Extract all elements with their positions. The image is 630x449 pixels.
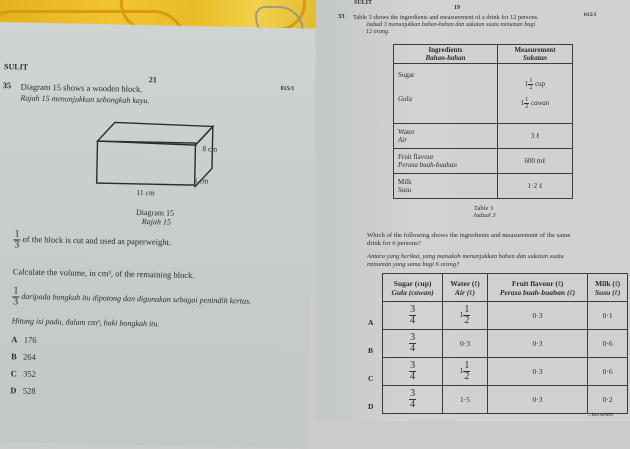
page-number: 21	[148, 75, 157, 85]
header-water: Water (ℓ) Air (ℓ)	[443, 274, 488, 302]
table-row	[394, 64, 573, 124]
water-cell: 1·5	[443, 386, 488, 414]
table-row	[394, 174, 573, 199]
measurement-water: 3 ℓ	[498, 124, 573, 149]
fraction-statement-ms: $\frac{1}{3}$ daripada bongkah itu dipotong dan digunakan sebagai penindih kertas.	[13, 285, 252, 308]
table-3	[393, 44, 573, 199]
depth-label: 6 cm	[193, 176, 209, 186]
option-letter-b[interactable]: B	[368, 346, 374, 355]
milk-cell: 0·6	[588, 330, 628, 358]
measurement-fruit-flavour: 600 mℓ	[498, 149, 573, 174]
sulit-label: SULIT	[3, 62, 29, 72]
water-cell: 0·3	[443, 330, 488, 358]
option-letter-d[interactable]: D	[368, 402, 374, 411]
table-header-row	[394, 45, 573, 64]
length-label: 11 cm	[136, 187, 155, 198]
diagram-caption-en: Diagram 15	[135, 207, 175, 218]
fruit-cell: 0·3	[487, 386, 587, 414]
answer-row-c[interactable]	[383, 358, 628, 386]
option-letter-c[interactable]: C	[368, 374, 374, 383]
option-d[interactable]: D 528	[10, 385, 36, 396]
option-a[interactable]: A 176	[11, 334, 37, 345]
sulit-label: SULIT	[354, 0, 373, 6]
question-stem-ms-line1: Jadual 3 menunjukkan bahan-bahan dan sukatan suatu minuman bagi	[366, 22, 535, 28]
question-stem-ms-line2: 12 orang.	[366, 29, 390, 35]
sugar-cell: $\frac{3}{4}$	[383, 330, 443, 358]
question-stem-en: Table 3 shows the ingredients and measurement of a drink for 12 persons.	[353, 14, 539, 21]
question-stem-ms: Rajah 15 menunjukkan sebongkah kayu.	[20, 93, 150, 106]
wooden-block-diagram	[91, 119, 243, 202]
answer-row-d[interactable]	[383, 386, 628, 414]
option-letter-a[interactable]: A	[368, 318, 374, 327]
ingredient-milk: Milk Susu	[394, 174, 498, 199]
fraction-one-third: $\frac{1}{3}$	[13, 285, 19, 308]
footer-fragment: ...kan sehela	[588, 413, 613, 418]
header-measurement: Measurement Sukatan	[498, 45, 573, 64]
ingredient-water: Water Air	[394, 124, 498, 149]
page-number: 19	[454, 5, 460, 11]
table-caption-ms: Jadual 3	[473, 212, 496, 219]
table-row	[394, 149, 573, 174]
option-b[interactable]: B 264	[10, 351, 36, 362]
water-cell: 1 $\frac{1}{2}$	[443, 302, 488, 330]
ingredient-fruit-flavour: Fruit flavour Perasa buah-buahan	[394, 149, 498, 174]
measurement-milk: 1·2 ℓ	[498, 174, 573, 199]
answer-options-table	[382, 273, 628, 414]
table-row	[394, 124, 573, 149]
header-milk: Milk (ℓ) Susu (ℓ)	[588, 274, 628, 302]
question-ms-line1: Antara yang berikut, yang manakah menunjukkan bahan dan sukatan suatu	[367, 253, 564, 260]
ingredient-sugar: Sugar Gula	[394, 64, 498, 124]
exam-page-21	[0, 22, 316, 449]
header-ingredients: Ingredients Bahan-bahan	[394, 45, 498, 64]
sugar-cell: $\frac{3}{4}$	[383, 386, 443, 414]
header-sugar: Sugar (cup) Gula (cawan)	[383, 274, 443, 302]
sugar-cell: $\frac{3}{4}$	[383, 358, 443, 386]
header-fruit-flavour: Fruit flavour (ℓ) Perasa buah-buahan (ℓ)	[487, 274, 587, 302]
question-number: 35	[2, 80, 12, 91]
question-en-line2: drink for 6 persons?	[367, 240, 421, 247]
measurement-sugar: 1 $\frac{1}{2}$ cup 1 $\frac{1}{2}$ cawan	[498, 64, 573, 124]
fruit-cell: 0·3	[487, 302, 587, 330]
fraction-statement-en: $\frac{1}{3}$ of the block is cut and used as paperweight.	[14, 228, 172, 251]
sugar-cell: $\frac{3}{4}$	[383, 302, 443, 330]
answer-row-a[interactable]	[383, 302, 628, 330]
milk-cell: 0·1	[588, 302, 628, 330]
question-number: 33	[338, 13, 345, 20]
answer-header-row	[383, 274, 628, 302]
fraction-one-third: $\frac{1}{3}$	[14, 228, 20, 251]
milk-cell: 0·2	[588, 386, 628, 414]
exam-page-19	[316, 0, 630, 421]
task-en: Calculate the volume, in cm³, of the remaining block.	[12, 266, 195, 281]
answer-row-b[interactable]	[383, 330, 628, 358]
fruit-cell: 0·3	[487, 330, 587, 358]
water-cell: 1 $\frac{1}{2}$	[443, 358, 488, 386]
option-c[interactable]: C 352	[10, 368, 37, 379]
paper-code: 015/1	[280, 85, 295, 93]
height-label: 8 cm	[202, 144, 218, 154]
question-stem-en: Diagram 15 shows a wooden block.	[20, 81, 143, 94]
question-en-line1: Which of the following shows the ingredients and measurement of the same	[367, 232, 571, 239]
milk-cell: 0·6	[588, 358, 628, 386]
paper-code: 015/1	[584, 12, 597, 18]
table-caption-en: Table 3	[474, 205, 494, 212]
task-ms: Hitung isi padu, dalam cm³, baki bongkah itu.	[11, 316, 160, 329]
question-ms-line2: minuman yang sama bagi 6 orang?	[367, 261, 460, 268]
diagram-caption-ms: Rajah 15	[141, 217, 172, 227]
fruit-cell: 0·3	[487, 358, 587, 386]
